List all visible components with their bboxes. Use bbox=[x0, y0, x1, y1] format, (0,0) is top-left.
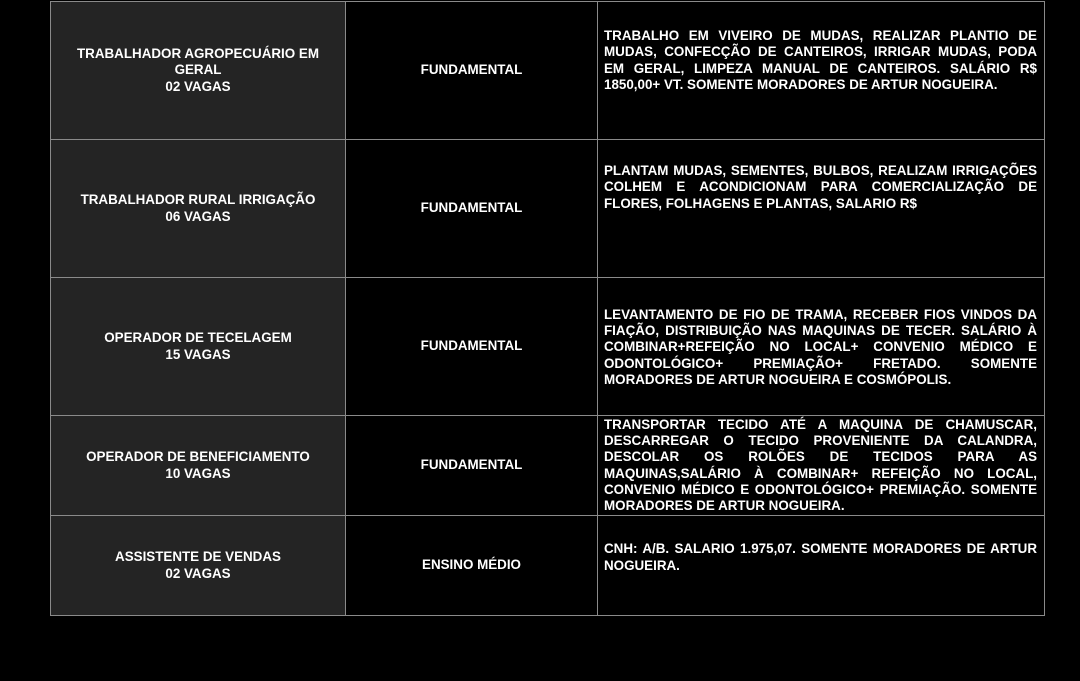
job-description: TRANSPORTAR TECIDO ATÉ A MAQUINA DE CHAMUSCAR, DESCARREGAR O TECIDO PROVENIENTE DA CALANDRA, DESCOLAR OS ROLÕES DE TECIDOS PARA AS MAQUINAS,SALÁRIO À COMBINAR+ REFEIÇÃO NO LOCAL, CONVENIO MÉDICO E ODONTOLÓGICO+ PREMIAÇÃO. SOMENTE MORADORES DE ARTUR NOGUEIRA. bbox=[604, 416, 1037, 513]
job-role-cell bbox=[51, 2, 346, 140]
job-title: TRABALHADOR RURAL IRRIGAÇÃO bbox=[80, 192, 316, 208]
job-description: LEVANTAMENTO DE FIO DE TRAMA, RECEBER FIOS VINDOS DA FIAÇÃO, DISTRIBUIÇÃO NAS MAQUINAS DE TECER. SALÁRIO À COMBINAR+REFEIÇÃO NO LOCAL+ CONVENIO MÉDICO E ODONTOLÓGICO+ PREMIAÇÃO+ FRETADO. SOMENTE MORADORES DE ARTUR NOGUEIRA E COSMÓPOLIS. bbox=[604, 306, 1037, 387]
table-row bbox=[51, 140, 1045, 278]
job-description-cell bbox=[598, 416, 1045, 516]
job-vacancies: 06 VAGAS bbox=[165, 208, 231, 224]
job-role-cell bbox=[51, 278, 346, 416]
table-row bbox=[51, 278, 1045, 416]
job-description-cell bbox=[598, 2, 1045, 140]
job-description: CNH: A/B. SALARIO 1.975,07. SOMENTE MORADORES DE ARTUR NOGUEIRA. bbox=[604, 541, 1037, 573]
table-row bbox=[51, 516, 1045, 616]
job-vacancies: 02 VAGAS bbox=[165, 565, 231, 581]
job-education: ENSINO MÉDIO bbox=[346, 516, 598, 616]
job-description: TRABALHO EM VIVEIRO DE MUDAS, REALIZAR PLANTIO DE MUDAS, CONFECÇÃO DE CANTEIROS, IRRIGAR MUDAS, PODA EM GERAL, LIMPEZA MANUAL DE CANTEIROS. SALÁRIO R$ 1850,00+ VT. SOMENTE MORADORES DE ARTUR NOGUEIRA. bbox=[604, 28, 1037, 92]
job-role-cell bbox=[51, 140, 346, 278]
job-role-cell bbox=[51, 416, 346, 516]
job-title: OPERADOR DE TECELAGEM bbox=[104, 330, 292, 346]
job-description-cell bbox=[598, 516, 1045, 616]
job-vacancies: 15 VAGAS bbox=[165, 346, 231, 362]
job-education: FUNDAMENTAL bbox=[346, 2, 598, 140]
table-row bbox=[51, 416, 1045, 516]
job-education: FUNDAMENTAL bbox=[346, 140, 598, 278]
job-title: ASSISTENTE DE VENDAS bbox=[115, 549, 281, 565]
job-education: FUNDAMENTAL bbox=[346, 416, 598, 516]
job-description-cell bbox=[598, 140, 1045, 278]
job-vacancies: 10 VAGAS bbox=[165, 465, 231, 481]
table-row bbox=[51, 2, 1045, 140]
job-education: FUNDAMENTAL bbox=[346, 278, 598, 416]
job-description-cell bbox=[598, 278, 1045, 416]
job-vacancies: 02 VAGAS bbox=[165, 78, 231, 94]
job-openings-table bbox=[50, 1, 1045, 616]
job-title: OPERADOR DE BENEFICIAMENTO bbox=[86, 449, 310, 465]
job-role-cell bbox=[51, 516, 346, 616]
job-description: PLANTAM MUDAS, SEMENTES, BULBOS, REALIZAM IRRIGAÇÕES COLHEM E ACONDICIONAM PARA COMERCIALIZAÇÃO DE FLORES, FOLHAGENS E PLANTAS, SALARIO R$ bbox=[604, 163, 1037, 211]
job-title: TRABALHADOR AGROPECUÁRIO EM GERAL bbox=[76, 46, 320, 78]
